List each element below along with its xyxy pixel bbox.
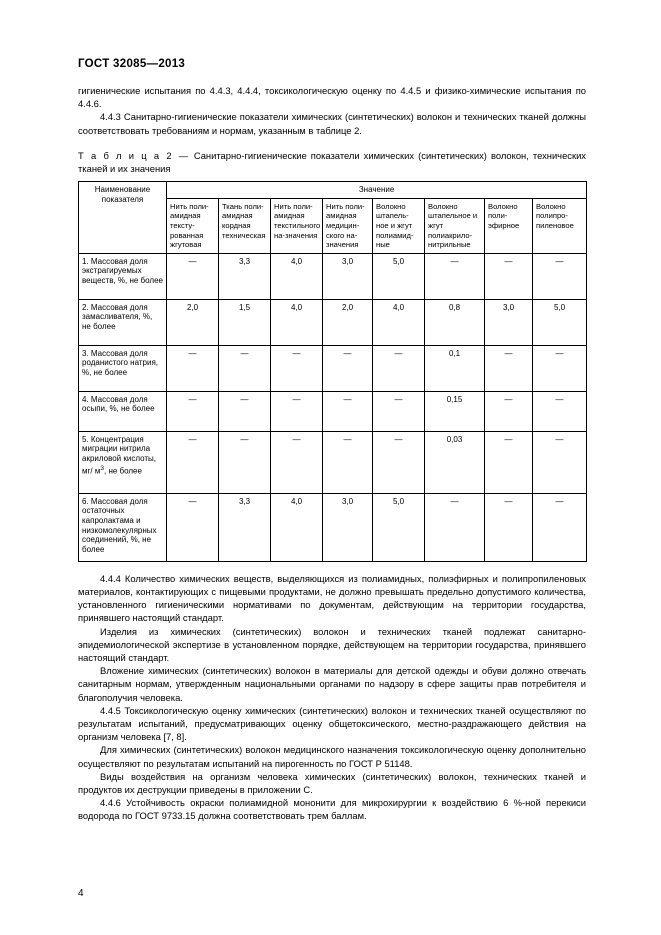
row-value: —: [323, 391, 373, 431]
row-label: 4. Массовая доля осыпи, %, не более: [79, 391, 167, 431]
page-number: 4: [78, 888, 84, 899]
column-header-5: Волокно штапельное и жгут полиакрило-нитрильные: [425, 198, 485, 253]
row-label: 5. Концентрация миграции нитрила акриловой кислоты, мг/ $м^3$, не более: [79, 431, 167, 493]
paragraph-444: 4.4.4 Количество химических веществ, выделяющихся из полиамидных, полиэфирных и полипропиленовых материалов, контактирующих с пищевыми продуктами, не должно превышать предельно допустимого количества, установленного гигиеническими нормативами по документам, действующим на территории государства, принявшего настоящий стандарт.: [78, 572, 586, 624]
row-value: —: [485, 431, 533, 493]
row-value: 4,0: [373, 299, 425, 345]
row-value: —: [425, 493, 485, 561]
paragraph-445: 4.4.5 Токсикологическую оценку химических (синтетических) волокон и технических тканей осуществляют по результатам испытаний, предусматривающих оценку общетоксического, местно-раздражающего действия на организм человека [7, 8].: [78, 704, 586, 743]
table-caption-text: Санитарно-гигиенические показатели химических (синтетических) волокон, технических тканей и их значения: [78, 149, 586, 175]
table-group-header-row: [79, 182, 587, 199]
row-value: —: [485, 391, 533, 431]
group-header-value: Значение: [167, 182, 587, 199]
row-value: —: [219, 431, 271, 493]
table-row: [79, 493, 587, 561]
paragraph-children-clothing: Вложение химических (синтетических) волокон в материалы для детской одежды и обуви должно отвечать санитарным нормам, утвержденным национальными органами по надзору в сфере защиты прав потребителя и благополучия человека.: [78, 665, 586, 703]
row-value: —: [485, 345, 533, 391]
row-value: 4,0: [271, 253, 323, 299]
row-value: —: [533, 345, 587, 391]
row-value: —: [167, 391, 219, 431]
column-header-0: Нить поли-амидная тексту-рованная жгутовая: [167, 198, 219, 253]
row-value: —: [271, 345, 323, 391]
page-header: ГОСТ 32085—2013: [78, 58, 186, 70]
row-value: 3,0: [323, 253, 373, 299]
paragraph-expertise: Изделия из химических (синтетических) волокон и технических тканей подлежат санитарно-эпидемиологической экспертизе в установленном порядке, действующем на территории государства, принявшего настоящий стандарт.: [78, 625, 586, 663]
row-value: 2,0: [323, 299, 373, 345]
row-value: 5,0: [373, 493, 425, 561]
row-value: —: [167, 493, 219, 561]
column-header-2: Нить поли-амидная текстильного на-значения: [271, 198, 323, 253]
table-row: [79, 253, 587, 299]
paragraph-effects: Виды воздействия на организм человека химических (синтетических) волокон, технических тканей и продуктов их деструкции приведены в приложении С.: [78, 770, 586, 796]
row-value: —: [323, 431, 373, 493]
row-value: —: [167, 345, 219, 391]
row-value: —: [533, 431, 587, 493]
row-value: —: [533, 493, 587, 561]
row-value: —: [271, 391, 323, 431]
row-value: —: [533, 253, 587, 299]
row-value: —: [485, 493, 533, 561]
row-label: 2. Массовая доля замасливателя, %, не более: [79, 299, 167, 345]
table-row: [79, 431, 587, 493]
paragraph-medical: Для химических (синтетических) волокон медицинского назначения токсикологическую оценку дополнительно осуществляют по результатам испытаний на пирогенность по ГОСТ Р 51148.: [78, 744, 586, 769]
row-value: 0,15: [425, 391, 485, 431]
column-header-1: Ткань поли-амидная кордная техническая: [219, 198, 271, 253]
row-value: 4,0: [271, 493, 323, 561]
row-value: —: [219, 391, 271, 431]
paragraphs-bottom: [78, 572, 586, 823]
paragraph-446: 4.4.6 Устойчивость окраски полиамидной мононити для микрохирургии к воздействию 6 %-ной перекиси водорода по ГОСТ 9733.15 должна соответствовать трем баллам.: [78, 797, 586, 822]
row-value: —: [271, 431, 323, 493]
table-caption-label: Т а б л и ц а 2 —: [78, 149, 190, 161]
row-value: —: [425, 253, 485, 299]
table-row: [79, 391, 587, 431]
row-value: —: [219, 345, 271, 391]
column-header-4: Волокно штапель-ное и жгут полиамид-ные: [373, 198, 425, 253]
row-value: —: [485, 253, 533, 299]
row-value: 1,5: [219, 299, 271, 345]
row-value: 0,1: [425, 345, 485, 391]
paragraph-443: 4.4.3 Санитарно-гигиенические показатели химических (синтетических) волокон и технических тканей должны соответствовать требованиям и нормам, указанным в таблице 2.: [78, 111, 586, 136]
row-value: —: [167, 253, 219, 299]
row-value: 4,0: [271, 299, 323, 345]
row-value: —: [373, 431, 425, 493]
table-body: [79, 253, 587, 561]
row-value: —: [373, 391, 425, 431]
row-value: 2,0: [167, 299, 219, 345]
row-label: 6. Массовая доля остаточных капролактама и низкомолекулярных соединений, %, не более: [79, 493, 167, 561]
row-value: 3,3: [219, 493, 271, 561]
row-label: 3. Массовая доля роданистого натрия, %, не более: [79, 345, 167, 391]
row-value: 3,0: [323, 493, 373, 561]
table-caption: [78, 149, 586, 175]
row-value: 0,8: [425, 299, 485, 345]
row-value: 3,3: [219, 253, 271, 299]
row-value: —: [373, 345, 425, 391]
stub-header: Наименование показателя: [79, 182, 167, 254]
row-value: 0,03: [425, 431, 485, 493]
row-value: —: [323, 345, 373, 391]
row-value: 5,0: [533, 299, 587, 345]
column-header-3: Нить поли-амидная медицин-ского на-значения: [323, 198, 373, 253]
paragraph-intro: гигиенические испытания по 4.4.3, 4.4.4, токсикологическую оценку по 4.4.5 и физико-химические испытания по 4.4.6.: [78, 85, 586, 110]
row-value: 5,0: [373, 253, 425, 299]
hygiene-indicators-table: [78, 181, 587, 562]
page-content: [78, 84, 586, 823]
table-row: [79, 299, 587, 345]
column-header-7: Волокно полипро-пиленовое: [533, 198, 587, 253]
row-value: —: [533, 391, 587, 431]
table-row: [79, 345, 587, 391]
row-value: —: [167, 431, 219, 493]
column-header-6: Волокно поли-эфирное: [485, 198, 533, 253]
row-value: 3,0: [485, 299, 533, 345]
row-label: 1. Массовая доля экстрагируемых веществ, %, не более: [79, 253, 167, 299]
